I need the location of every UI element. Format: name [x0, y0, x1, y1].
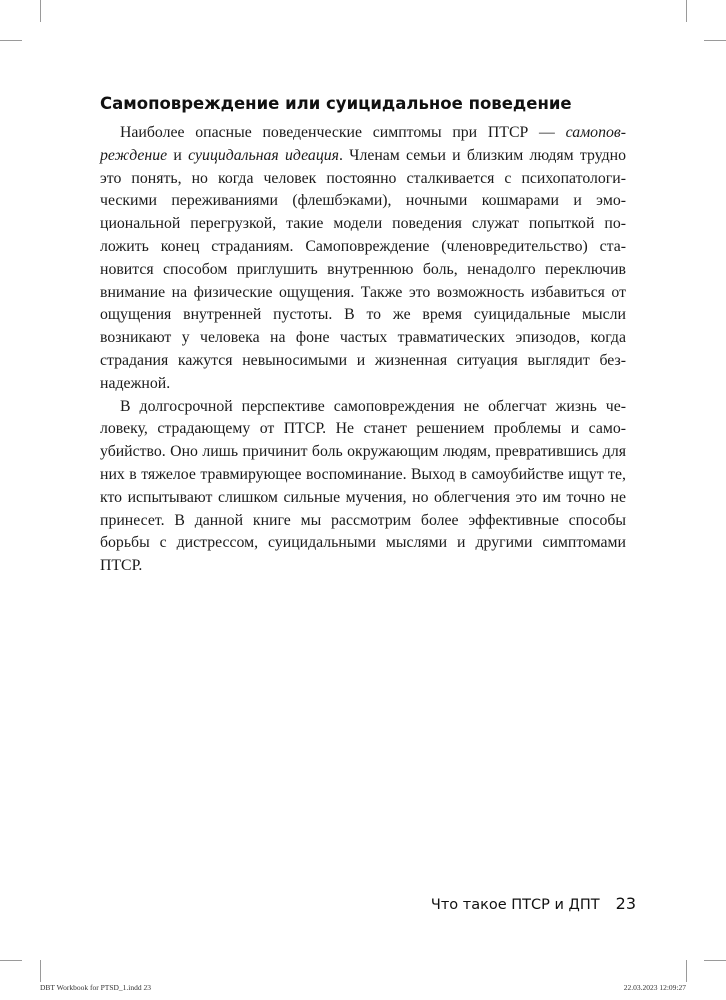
text-run: . Членам семьи и близким людям трудно это понять, но когда человек постоянно сталкивается с психопатологическими переживаниями (флешбэками), ночными кошмарами и эмоциональной перегрузкой, такие модели поведения служат попыткой положить конец страданиям. Самоповреждение (членовредительство) становится способом приглушить внутреннюю боль, ненадолго переключив внимание на физические ощущения. Также это возможность избавиться от ощущения внутренней пустоты. В то же время суицидальные мысли возникают у человека на фоне частых травматических эпизодов, когда страдания кажутся невыносимыми и жизненная ситуация выглядит безнадежной.	[100, 146, 626, 392]
page-number: 23	[615, 894, 636, 913]
crop-mark-right-top	[704, 40, 726, 41]
text-run: и	[167, 146, 189, 164]
crop-mark-right-bottom	[704, 960, 726, 961]
crop-mark-top-right	[686, 0, 687, 22]
text-run-italic: суицидальная идеация	[188, 146, 339, 164]
paragraph	[100, 122, 626, 396]
section-heading: Самоповреждение или суицидальное поведение	[100, 94, 572, 113]
running-footer	[431, 894, 636, 913]
slug-timestamp: 22.03.2023 12:09:27	[623, 983, 686, 992]
text-run: Наиболее опасные поведенческие симптомы при ПТСР —	[120, 124, 566, 141]
crop-mark-top-left	[40, 0, 41, 22]
crop-mark-bottom-left	[40, 960, 41, 982]
paragraph	[100, 396, 626, 578]
text-run: В долгосрочной перспективе самоповреждения не облегчат жизнь человеку, страдающему от ПТСР. Не станет решением проблемы и самоубийство. Оно лишь причинит боль окружающим людям, превратившись для них в тяжелое травмирующее воспоминание. Выход в самоубийстве ищут те, кто испытывают слишком сильные мучения, но облегчения это им точно не принесет. В данной книге мы рассмотрим более эффективные способы борьбы с дистрессом, суицидальными мыслями и другими симптомами ПТСР.	[100, 397, 626, 575]
crop-mark-left-top	[0, 40, 22, 41]
crop-mark-left-bottom	[0, 960, 22, 961]
slug-file-name: DBT Workbook for PTSD_1.indd 23	[40, 983, 151, 992]
text-run-italic: самоповреждение	[100, 124, 626, 164]
body-text	[100, 122, 626, 578]
crop-mark-bottom-right	[686, 960, 687, 982]
chapter-title: Что такое ПТСР и ДПТ	[430, 897, 600, 913]
